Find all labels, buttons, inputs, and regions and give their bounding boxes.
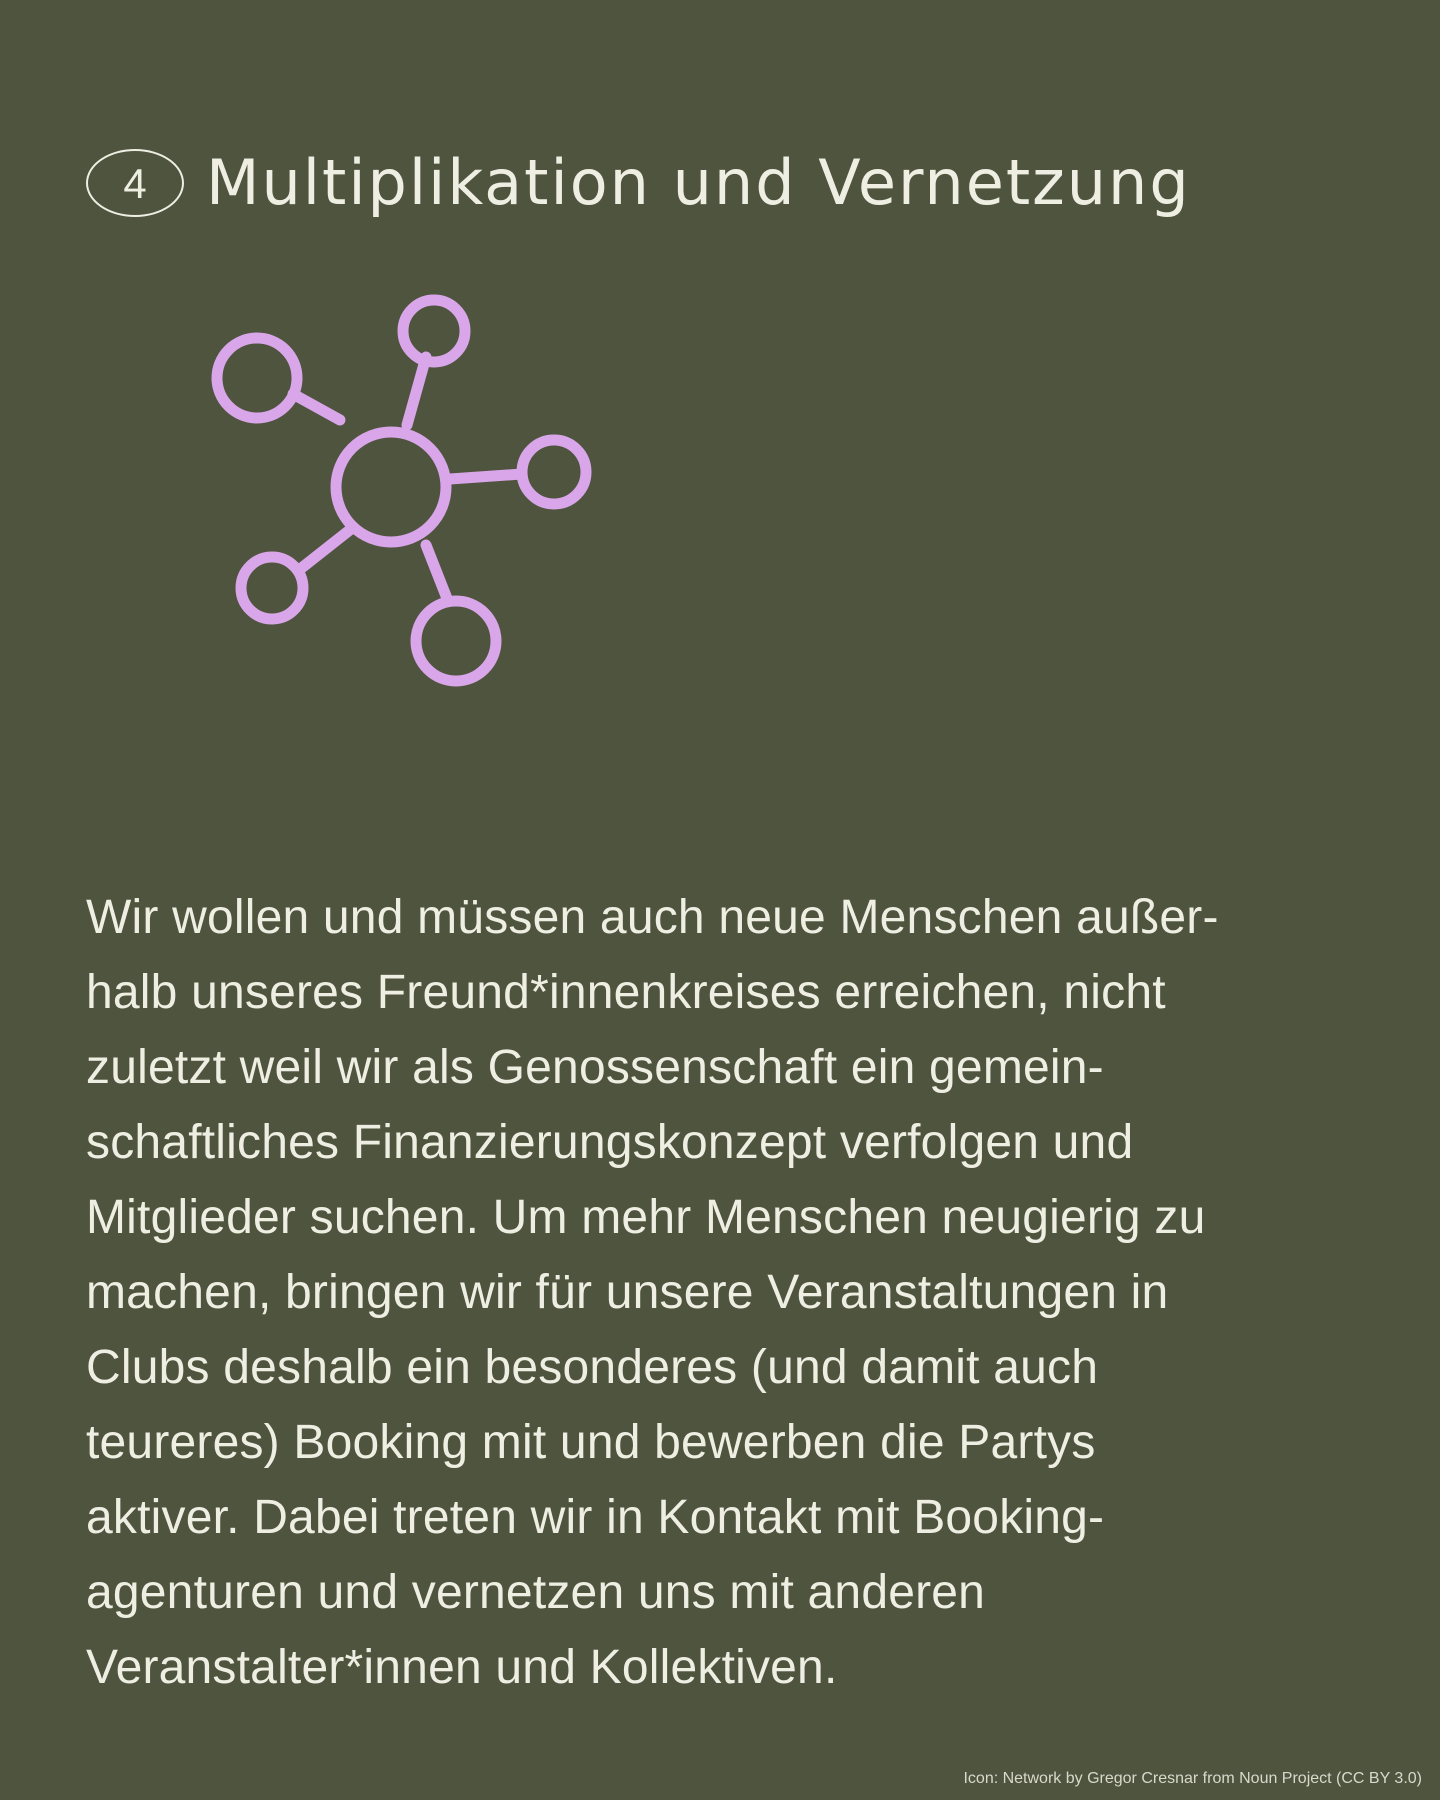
body-line: Clubs deshalb ein besonderes (und damit auch — [86, 1341, 1099, 1394]
network-node-right — [522, 440, 586, 504]
network-link-3 — [450, 474, 522, 479]
body-line: Wir wollen und müssen auch neue Menschen außer- — [86, 891, 1219, 944]
network-node-top — [403, 300, 465, 362]
body-line: teureres) Booking mit und bewerben die Partys — [86, 1416, 1096, 1469]
body-line: zuletzt weil wir als Genossenschaft ein gemein- — [86, 1041, 1104, 1094]
network-link-5 — [299, 529, 351, 570]
body-line: Veranstalter*innen und Kollektiven. — [86, 1641, 838, 1694]
body-line: Mitglieder suchen. Um mehr Menschen neugierig zu — [86, 1191, 1206, 1244]
section-header — [86, 110, 1191, 255]
network-node-upper-left — [217, 338, 297, 418]
body-paragraph — [86, 880, 1346, 1705]
body-line: aktiver. Dabei treten wir in Kontakt mit Booking- — [86, 1491, 1105, 1544]
network-node-lower-left — [241, 557, 303, 619]
network-link-4 — [426, 545, 448, 601]
body-line: agenturen und vernetzen uns mit anderen — [86, 1566, 986, 1619]
network-center-node — [336, 432, 446, 542]
body-line: schaftliches Finanzierungskonzept verfolgen und — [86, 1116, 1134, 1169]
icon-credit: Icon: Network by Gregor Cresnar from Noun Project (CC BY 3.0) — [963, 1770, 1422, 1787]
network-link-1 — [293, 394, 340, 420]
section-title: Multiplikation und Vernetzung — [206, 145, 1191, 219]
network-node-bottom — [416, 601, 496, 681]
body-line: halb unseres Freund*innenkreises erreichen, nicht — [86, 966, 1166, 1019]
section-number-badge: 4 — [86, 149, 184, 217]
body-line: machen, bringen wir für unsere Veranstaltungen in — [86, 1266, 1169, 1319]
network-link-2 — [407, 357, 426, 425]
network-icon — [200, 288, 610, 698]
